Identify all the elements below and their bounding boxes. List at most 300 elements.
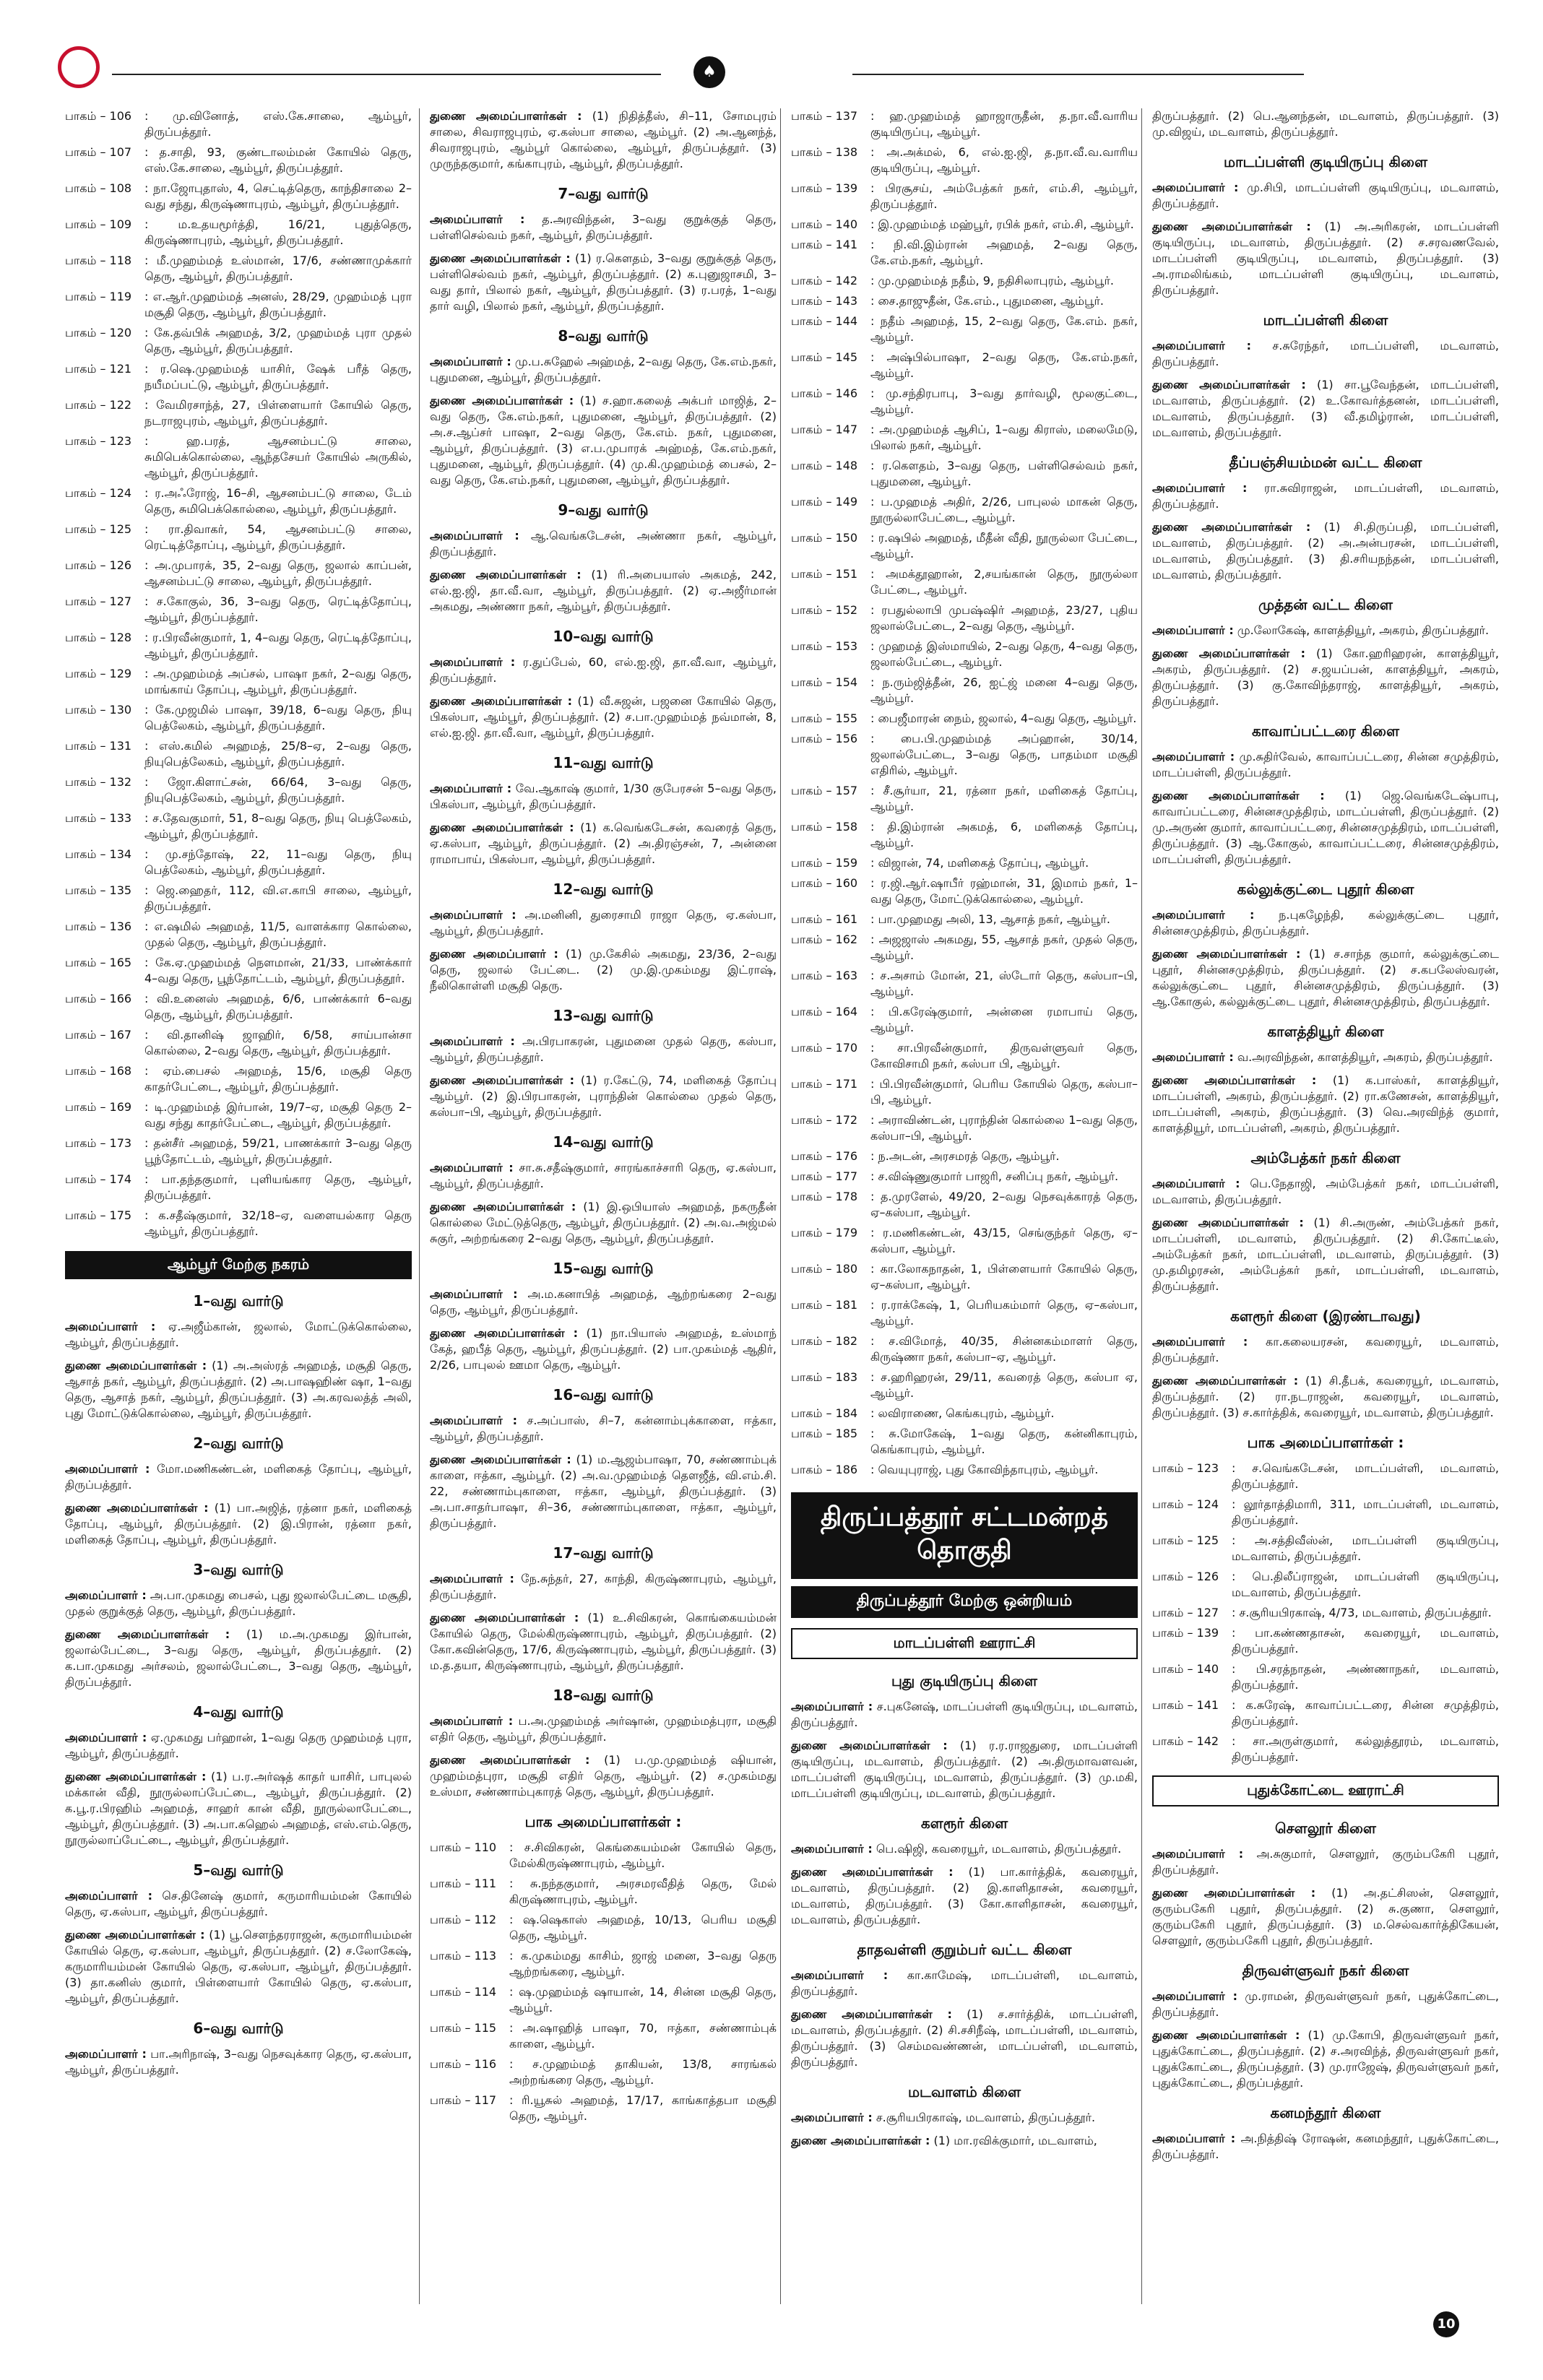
bagam-number: பாகம் – 177 bbox=[791, 1169, 858, 1183]
section-heading: 9–வது வார்டு bbox=[558, 501, 649, 519]
bagam-details: : சு.நந்தகுமார், அரசமரவீதித் தெரு, மேல் கிருஷ்ணாபுரம், ஆம்பூர். bbox=[509, 1877, 777, 1906]
role-label: துணை அமைப்பாளர்கள் : bbox=[791, 1865, 954, 1879]
section-heading: புது குடியிருப்பு கிளை bbox=[891, 1672, 1037, 1689]
bagam-number: பாகம் – 127 bbox=[1152, 1606, 1219, 1619]
bagam-number: பாகம் – 160 bbox=[791, 876, 858, 890]
member-names: த.அரவிந்தன், 3–வது குறுக்குத் தெரு, பள்ளிசெல்வம் நகர், ஆம்பூர், திருப்பத்தூர். bbox=[430, 212, 777, 242]
role-label: அமைப்பாளர் : bbox=[1152, 750, 1235, 763]
member-names: (1) மா.ரவிக்குமார், மடவாளம், bbox=[930, 2134, 1097, 2147]
bagam-details: : அ.அக்மல், 6, எல்.ஐ.ஜி, த.நா.வீ.வ.வாரிய குடியிருப்பு, ஆம்பூர். bbox=[870, 145, 1138, 175]
bagam-number: பாகம் – 115 bbox=[430, 2021, 497, 2035]
bagam-number: பாகம் – 130 bbox=[65, 703, 132, 717]
bagam-entry bbox=[430, 1912, 777, 1944]
section-heading: 17–வது வார்டு bbox=[553, 1544, 654, 1562]
member-names: (1) ர.ர.ராஜதுரை, மாடப்பள்ளி குடியிருப்பு, மடவாளம், திருப்பத்தூர். (2) அ.திருமாவளவன், மாடப்பள்ளி குடியிருப்பு, மடவாளம், திருப்பத்தூர். (3) மு.மகி, மாடப்பள்ளி குடியிருப்பு, மடவாளம், திருப்பத்தூர். bbox=[791, 1739, 1138, 1800]
bagam-entry bbox=[65, 919, 412, 951]
bagam-details: : ர.பிரவீன்குமார், 1, 4–வது தெரு, ரெட்டித்தோப்பு, ஆம்பூர், திருப்பத்தூர். bbox=[144, 631, 412, 660]
member-names: (1) அ.அஸ்ரத் அஹமத், மசூதி தெரு, ஆசாத் நகர், ஆம்பூர், திருப்பத்தூர். (2) அ.பாஷஹிண் ஷா, 1–வது தெரு, ஆசாத் நகர், ஆம்பூர், திருப்பத்தூர். (3) அ.கரவலத்த் அலி, புது மோட்டுக்கொல்லை, ஆம்பூர், திருப்பத்தூர். bbox=[65, 1359, 412, 1420]
bagam-number: பாகம் – 142 bbox=[1152, 1734, 1219, 1748]
role-label: அமைப்பாளர் : bbox=[1152, 2132, 1236, 2145]
bagam-number: பாகம் – 140 bbox=[1152, 1662, 1219, 1676]
bagam-details: : ரி.யூசுல் அஹமத், 17/17, காங்காத்தபா மசூதி தெரு, ஆம்பூர். bbox=[509, 2093, 777, 2123]
bagam-number: பாகம் – 147 bbox=[791, 423, 858, 436]
member-names: (1) பூ.செளந்தரராஜன், கருமாரியம்மன் கோயில் தெரு, ஏ.கஸ்பா, ஆம்பூர், திருப்பத்தூர். (2) ச.லோகேஷ், கருமாரியம்மன் கோயில் தெரு, ஏ.கஸ்பா, ஆம்பூர், திருப்பத்தூர். (3) தா.கனிஸ் குமார், பிள்ளையார் கோயில் தெரு, ஏ.கஸ்பா, ஆம்பூர், திருப்பத்தூர். bbox=[65, 1928, 412, 2005]
member-paragraph bbox=[65, 1461, 412, 1493]
member-paragraph bbox=[1152, 338, 1499, 370]
bagam-number: பாகம் – 123 bbox=[65, 434, 132, 448]
section-heading: காளத்தியூர் கிளை bbox=[1267, 1023, 1384, 1040]
bagam-number: பாகம் – 133 bbox=[65, 811, 132, 825]
member-names: (1) நிதித்தீஸ், சி–11, சோமபுரம் சாலை, சிவராஜபுரம், ஏ.கஸ்பா சாலை, ஆம்பூர். (2) அ.ஆனந்த், சிவராஜபுரம், ஆம்பூர் கொல்லை, ஆம்பூர், திருப்பத்தூர். (3) முருந்தகுமார், கங்காபுரம், ஆம்பூர், திருப்பத்தூர். bbox=[430, 109, 777, 170]
bagam-details: : பிரசூசய், அம்பேத்கர் நகர், எம்.சி, ஆம்பூர், திருப்பத்தூர். bbox=[870, 181, 1138, 211]
member-names: வே.ஆகாஷ் குமார், 1/30 குபேரசன் 5–வது தெரு, பிகஸ்பா, ஆம்பூர், திருப்பத்தூர். bbox=[430, 782, 777, 811]
member-paragraph bbox=[791, 1864, 1138, 1928]
bagam-entry bbox=[65, 810, 412, 842]
bagam-number: பாகம் – 165 bbox=[65, 956, 132, 969]
member-names: (1) ப.ர.அர்ஷத் காதர் யாசிர், பாபுலல் மக்கான் வீதி, நூருல்லாப்பேட்டை, ஆம்பூர், திருப்பத்தூர். (2) க.பூ.ர.பிரஹிம் அஹமத், சாஹர் கான் வீதி, நூருல்லாபேட்டை, ஆம்பூர், திருப்பத்தூர். (3) அ.பா.கஹெல் அஹமத், எஸ்.எம்.தெரு, நூருல்லாப்பேட்டை, ஆம்பூர், திருப்பத்தூர். bbox=[65, 1770, 412, 1847]
bagam-entry bbox=[791, 1148, 1138, 1164]
bagam-number: பாகம் – 106 bbox=[65, 109, 132, 123]
member-paragraph bbox=[1152, 788, 1499, 867]
bagam-number: பாகம் – 153 bbox=[791, 639, 858, 653]
member-names: மு.ராமன், திருவள்ளுவர் நகர், புதுக்கோட்டை, திருப்பத்தூர். bbox=[1152, 1989, 1499, 2019]
member-paragraph bbox=[65, 1627, 412, 1690]
role-label: அமைப்பாளர் : bbox=[430, 1161, 514, 1174]
role-label: துணை அமைப்பாளர்கள் : bbox=[1152, 2028, 1300, 2042]
area-banner: ஆம்பூர் மேற்கு நகரம் bbox=[65, 1251, 412, 1279]
member-paragraph bbox=[791, 1699, 1138, 1731]
bagam-details: : மு.வினோத், எஸ்.கே.சாலை, ஆம்பூர், திருப்பத்தூர். bbox=[144, 109, 412, 139]
bagam-details: : ஏம்.பைசல் அஹமத், 15/6, மசூதி தெரு காதர்பேட்டை, ஆம்பூர், திருப்பத்தூர். bbox=[144, 1064, 412, 1094]
bagam-entry bbox=[65, 181, 412, 212]
member-names: செ.தினேஷ் குமார், கருமாரியம்மன் கோயில் தெரு, ஏ.கஸ்பா, ஆம்பூர், திருப்பத்தூர். bbox=[65, 1889, 412, 1918]
bagam-details: : எஸ்.கமில் அஹமத், 25/8–ஏ, 2–வது தெரு, நியுபெத்லேகம், ஆம்பூர், திருப்பத்தூர். bbox=[144, 739, 412, 769]
bagam-number: பாகம் – 184 bbox=[791, 1406, 858, 1420]
bagam-details: : இ.முஹம்மத் மஹ்பூர், ரபிக் நகர், எம்.சி, ஆம்பூர். bbox=[870, 217, 1134, 231]
bagam-entry bbox=[791, 1369, 1138, 1401]
role-label: துணை அமைப்பாளர்கள் : bbox=[430, 568, 582, 581]
column-divider bbox=[780, 108, 781, 2304]
member-paragraph bbox=[430, 1073, 777, 1120]
bagam-details: : ர.ராக்கேஷ், 1, பெரியகம்மார் தெரு, ஏ–கஸ்பா, ஆம்பூர். bbox=[870, 1298, 1138, 1328]
member-names: ஏ.அஜீம்கான், ஜலால், மோட்டுக்கொல்லை, ஆம்பூர், திருப்பத்தூர். bbox=[65, 1320, 412, 1349]
role-label: துணை அமைப்பாளர்கள் : bbox=[1152, 1886, 1316, 1900]
bagam-entry bbox=[65, 289, 412, 321]
bagam-details: : அ.முஹம்மத் ஆசிப், 1–வது கிராஸ், மலைமேடு, பிலால் நகர், ஆம்பூர். bbox=[870, 423, 1138, 452]
bagam-entry bbox=[791, 1189, 1138, 1221]
bagam-number: பாகம் – 183 bbox=[791, 1370, 858, 1384]
bagam-number: பாகம் – 185 bbox=[791, 1427, 858, 1440]
bagam-details: : ந.ரும்ஜித்தீன், 26, ஐட்ஜ் மனை 4–வது தெரு, ஆம்பூர். bbox=[870, 675, 1138, 705]
section-heading: 8–வது வார்டு bbox=[558, 327, 649, 345]
bagam-entry bbox=[65, 630, 412, 662]
member-paragraph bbox=[430, 1752, 777, 1800]
section-heading: தாதவள்ளி குறும்பர் வட்ட கிளை bbox=[857, 1941, 1072, 1958]
bagam-number: பாகம் – 132 bbox=[65, 775, 132, 789]
bagam-entry bbox=[791, 566, 1138, 598]
section-heading: தீப்பஞ்சியம்மன் வட்ட கிளை bbox=[1229, 454, 1422, 471]
bagam-entry bbox=[791, 494, 1138, 526]
bagam-number: பாகம் – 171 bbox=[791, 1077, 858, 1091]
member-paragraph bbox=[430, 1160, 777, 1192]
bagam-entry bbox=[791, 217, 1138, 233]
bagam-details: : கே.ஏ.முஹம்மத் நௌமான், 21/33, பாண்க்கார் 4–வது தெரு, பூந்தோட்டம், ஆம்பூர், திருப்பத்தூர். bbox=[144, 956, 412, 985]
member-names: வ.அரவிந்தன், காளத்தியூர், அகரம், திருப்பத்தூர். bbox=[1233, 1050, 1493, 1064]
member-paragraph bbox=[430, 1034, 777, 1065]
bagam-number: பாகம் – 127 bbox=[65, 594, 132, 608]
column-3 bbox=[791, 108, 1138, 2304]
member-paragraph bbox=[430, 567, 777, 615]
section-heading: 18–வது வார்டு bbox=[553, 1687, 654, 1704]
member-names: (1) ஜெ.வெங்கடேஷ்பாபு, காவாப்பட்டரை, சின்னசமுத்திரம், மாடப்பள்ளி, திருப்பத்தூர். (2) மு.அருண் குமார், காவாப்பட்டரை, சின்னசமுத்திரம், மாடப்பள்ளி, திருப்பத்தூர். (3) ஆ.கோகுல், காவாப்பட்டரை, சின்னசமுத்திரம், மாடப்பள்ளி, திருப்பத்தூர். bbox=[1152, 789, 1499, 866]
bagam-entry bbox=[791, 1406, 1138, 1421]
member-names: ச.அப்பாஸ், சி–7, கன்னாம்புக்காளை, ஈத்கா, ஆம்பூர், திருப்பத்தூர். bbox=[430, 1414, 777, 1443]
bagam-number: பாகம் – 129 bbox=[65, 667, 132, 680]
role-label: அமைப்பாளர் : bbox=[430, 782, 512, 795]
bagam-details: : பெ.திலீப்ராஜன், மாடப்பள்ளி குடியிருப்பு, மடவாளம், திருப்பத்தூர். bbox=[1232, 1570, 1499, 1599]
bagam-details: : வி.தானிஷ் ஜாஹிர், 6/58, சாய்பான்சா கொல்லை, 2–வது தெரு, ஆம்பூர், திருப்பத்தூர். bbox=[144, 1028, 412, 1057]
bagam-entry bbox=[791, 711, 1138, 727]
role-label: அமைப்பாளர் : bbox=[1152, 339, 1252, 352]
bagam-number: பாகம் – 169 bbox=[65, 1100, 132, 1114]
bagam-entry bbox=[791, 932, 1138, 964]
bagam-number: பாகம் – 152 bbox=[791, 603, 858, 617]
member-names: (1) ர.கேட்டு, 74, மளிகைத் தோப்பு ஆம்பூர். (2) இ.பிரபாகரன், புராந்தின் கொல்லை முதல் தெரு, கஸ்பா–பி, ஆம்பூர், திருப்பத்தூர். bbox=[430, 1073, 777, 1119]
bagam-entry bbox=[430, 1840, 777, 1871]
section-heading: 12–வது வார்டு bbox=[553, 880, 654, 898]
bagam-number: பாகம் – 139 bbox=[791, 181, 858, 195]
bagam-entry bbox=[791, 144, 1138, 176]
bagam-details: : ர.ஜி.ஆர்.ஷாபீர் ரஹ்மான், 31, இமாம் நகர், 1–வது தெரு, மோட்டுக்கொல்லை, ஆம்பூர். bbox=[870, 876, 1138, 906]
section-heading: அம்பேத்கர் நகர் கிளை bbox=[1250, 1149, 1401, 1167]
bagam-entry bbox=[430, 2093, 777, 2124]
bagam-details: : அ.ஷாஹித் பாஷா, 70, ஈத்கா, சண்ணாம்புக் காளை, ஆம்பூர். bbox=[509, 2021, 777, 2051]
bagam-details: : மீ.முஹம்மத் உஸ்மான், 17/6, சண்ணாமுக்கார் தெரு, ஆம்பூர், திருப்பத்தூர். bbox=[144, 254, 412, 283]
bagam-number: பாகம் – 180 bbox=[791, 1262, 858, 1276]
bagam-number: பாகம் – 125 bbox=[1152, 1533, 1219, 1547]
member-names: (1) ச.சாந்த குமார், கல்லுக்குட்டை புதூர், சின்னசமுத்திரம், திருப்பத்தூர். (2) ச.கபலேஸ்வரன், கல்லுக்குட்டை புதூர், சின்னசமுத்திரம், திருப்பத்தூர். (3) ஆ.கோகுல், கல்லுக்குட்டை புதூர், சின்னசமுத்திரம், திருப்பத்தூர். bbox=[1152, 947, 1499, 1008]
role-label: துணை அமைப்பாளர்கள் : bbox=[1152, 220, 1311, 233]
bagam-entry bbox=[430, 2056, 777, 2088]
bagam-details: : பைஜீமாரன் நைம், ஜலால், 4–வது தெரு, ஆம்பூர். bbox=[870, 711, 1137, 725]
section-heading: 11–வது வார்டு bbox=[553, 754, 654, 771]
member-names: ச.சூரியபிரகாஷ், மடவாளம், திருப்பத்தூர். bbox=[872, 2111, 1096, 2124]
bagam-entry bbox=[65, 325, 412, 357]
role-label: துணை அமைப்பாளர்கள் : bbox=[430, 1453, 571, 1466]
bagam-entry bbox=[791, 1261, 1138, 1293]
bagam-entry bbox=[791, 1112, 1138, 1144]
bagam-number: பாகம் – 167 bbox=[65, 1028, 132, 1042]
bagam-details: : விஜான், 74, மளிகைத் தோப்பு, ஆம்பூர். bbox=[870, 856, 1089, 870]
member-names: (1) ச.ஹா.கலைத் அக்பர் மாஜித், 2–வது தெரு, கே.எம்.நகர், புதுமனை, ஆம்பூர், திருப்பத்தூர். (2) அ.ச.ஆப்சர் பாஷா, 2–வது தெரு, கே.எம். நகர், புதுமனை, ஆம்பூர், திருப்பத்தூர். (3) எ.ப.முபாரக் அஹ்மத், கே.எம்.நகர், புதுமனை, ஆம்பூர், திருப்பத்தூர். (4) மு.கி.முஹம்மத் பைசல், 2–வது தெரு, கே.எம்.நகர், புதுமனை, ஆம்பூர், திருப்பத்தூர். bbox=[430, 394, 777, 487]
bagam-number: பாகம் – 124 bbox=[1152, 1497, 1219, 1511]
bagam-details: : க.சதீஷ்குமார், 32/18–ஏ, வளையல்கார தெரு ஆம்பூர், திருப்பத்தூர். bbox=[144, 1208, 412, 1238]
bagam-number: பாகம் – 121 bbox=[65, 362, 132, 376]
member-paragraph bbox=[430, 528, 777, 560]
member-paragraph bbox=[1152, 1215, 1499, 1294]
member-paragraph bbox=[1152, 219, 1499, 298]
bagam-details: : எ.ஷமில் அஹமத், 11/5, வாளக்கார கொல்லை, முதல் தெரு, ஆம்பூர், திருப்பத்தூர். bbox=[144, 919, 412, 949]
column-divider bbox=[1141, 108, 1142, 2304]
bagam-details: : கே.தவ்பிக் அஹமத், 3/2, முஹம்மத் புரா முதல் தெரு, ஆம்பூர், திருப்பத்தூர். bbox=[144, 326, 412, 355]
member-names: (1) பா.கார்த்திக், கவரையூர், மடவாளம், திருப்பத்தூர். (2) இ.காளிதாசன், கவரையூர், மடவாளம், திருப்பத்தூர். (3) கோ.காளிதாசன், கவரையூர், மடவாளம், திருப்பத்தூர். bbox=[791, 1865, 1138, 1926]
header-rule-left bbox=[112, 74, 661, 75]
member-names: ரா.சுவிராஜன், மாடப்பள்ளி, மடவாளம், திருப்பத்தூர். bbox=[1152, 481, 1499, 511]
bagam-entry bbox=[791, 783, 1138, 815]
member-names: ர.துப்பேல், 60, எல்.ஐ.ஜி, தா.வீ.வா, ஆம்பூர், திருப்பத்தூர். bbox=[430, 655, 777, 685]
member-names: சா.சு.சதீஷ்குமார், சாரங்காச்சாரி தெரு, ஏ.கஸ்பா, ஆம்பூர், திருப்பத்தூர். bbox=[430, 1161, 777, 1190]
bagam-details: : மு.முஹம்மத் நதீம், 9, நதிசிலாபுரம், ஆம்பூர். bbox=[870, 274, 1114, 287]
bagam-details: : பி.கரேஷ்குமார், அன்னை ரமாபாய் தெரு, ஆம்பூர். bbox=[870, 1005, 1138, 1034]
bagam-number: பாகம் – 172 bbox=[791, 1113, 858, 1127]
bagam-details: : ச.ஹரிஹரன், 29/11, கவரைத் தெரு, கஸ்பா ஏ, ஆம்பூர். bbox=[870, 1370, 1138, 1400]
member-names: (1) சா.பூவேந்தன், மாடப்பள்ளி, மடவாளம், திருப்பத்தூர். (2) உ.கோவர்த்தனன், மாடப்பள்ளி, மடவாளம், திருப்பத்தூர். (3) வீ.தமிழ்ரான், மாடப்பள்ளி, மடவாளம், திருப்பத்தூர். bbox=[1152, 378, 1499, 439]
member-paragraph bbox=[65, 1319, 412, 1351]
bagam-details: : தி.இம்ரான் அகமத், 6, மளிகைத் தோப்பு, ஆம்பூர். bbox=[870, 820, 1138, 849]
bagam-entry bbox=[65, 1208, 412, 1239]
bagam-number: பாகம் – 120 bbox=[65, 326, 132, 339]
member-names: (1) சி.தீபக், கவரையூர், மடவாளம், திருப்பத்தூர். (2) ரா.நடராஜன், கவரையூர், மடவாளம், திருப்பத்தூர். (3) ச.கார்த்திக், கவரையூர், மடவாளம், திருப்பத்தூர். bbox=[1152, 1374, 1499, 1419]
section-heading: 14–வது வார்டு bbox=[553, 1133, 654, 1151]
member-paragraph bbox=[65, 2046, 412, 2078]
role-label: அமைப்பாளர் : bbox=[430, 355, 511, 368]
bagam-entry bbox=[65, 108, 412, 140]
role-label: அமைப்பாளர் : bbox=[430, 655, 516, 669]
role-label: அமைப்பாளர் : bbox=[1152, 181, 1239, 194]
elephant-emblem-icon: ♠ bbox=[693, 56, 725, 88]
member-names: (1) இ.ஒபியாஸ் அஹமத், நகருதீன் கொல்லை மேட்டுத்தெரு, ஆம்பூர், திருப்பத்தூர். (2) அ.வ.அஜ்மல் சுகுர், அற்றங்கரை 2–வது தெரு, ஆம்பூர், திருப்பத்தூர். bbox=[430, 1200, 777, 1245]
bagam-entry bbox=[791, 602, 1138, 634]
role-label: துணை அமைப்பாளர்கள் : bbox=[430, 1611, 579, 1624]
bagam-entry bbox=[430, 1984, 777, 2016]
bagam-entry bbox=[65, 702, 412, 734]
member-paragraph bbox=[430, 108, 777, 172]
role-label: அமைப்பாளர் : bbox=[1152, 1989, 1238, 2003]
member-paragraph bbox=[65, 1730, 412, 1762]
role-label: அமைப்பாளர் : bbox=[430, 529, 519, 542]
member-names: (1) ம.அ.முகமது இர்பான், ஜலால்பேட்டை, 3–வது தெரு, ஆம்பூர், திருப்பத்தூர். (2) க.பா.முகமது அர்சலம், ஜலால்பேட்டை, 3–வது தெரு, ஆம்பூர், திருப்பத்தூர். bbox=[65, 1627, 412, 1689]
member-names: (1) மு.கேசில் அகமது, 23/36, 2–வது தெரு, ஜலால் பேட்டை. (2) மு.இ.முகம்மது இட்ராஷ், நீலிகொள்ளி மசூதி தெரு. bbox=[430, 947, 777, 992]
member-paragraph bbox=[1152, 519, 1499, 583]
member-names: (1) ச.சார்த்திக், மாடப்பள்ளி, மடவாளம், திருப்பத்தூர். (2) சி.சசிநீஷ், மாடப்பள்ளி, மடவாளம், திருப்பத்தூர். (3) செம்மவண்ணன், மாடப்பள்ளி, மடவாளம், திருப்பத்தூர். bbox=[791, 2007, 1138, 2069]
section-heading: 10–வது வார்டு bbox=[553, 628, 654, 645]
member-paragraph bbox=[1152, 108, 1499, 140]
member-names: அ.சுகுமார், சௌலூர், குரும்பகேரி புதூர், திருப்பத்தூர். bbox=[1152, 1847, 1499, 1877]
member-names: அ.நித்திஷ் ரோஷன், கனமந்தூர், புதுக்கோட்டை, திருப்பத்தூர். bbox=[1152, 2132, 1499, 2161]
bagam-details: : வி.உனைஸ் அஹமத், 6/6, பாண்க்கார் 6–வது தெரு, ஆம்பூர், திருப்பத்தூர். bbox=[144, 992, 412, 1021]
section-heading: 7–வது வார்டு bbox=[558, 185, 649, 202]
bagam-entry bbox=[791, 530, 1138, 562]
member-paragraph bbox=[65, 1888, 412, 1920]
bagam-number: பாகம் – 144 bbox=[791, 314, 858, 328]
bagam-details: : ர.கௌதம், 3–வது தெரு, பள்ளிசெல்வம் நகர், புதுமனை, ஆம்பூர். bbox=[870, 459, 1138, 488]
bagam-number: பாகம் – 125 bbox=[65, 522, 132, 536]
bagam-number: பாகம் – 162 bbox=[791, 932, 858, 946]
bagam-entry bbox=[430, 1948, 777, 1980]
section-heading: களரூர் கிளை (இரண்டாவது) bbox=[1230, 1307, 1421, 1325]
member-names: (1) அ.அரிகரன், மாடப்பள்ளி குடியிருப்பு, மடவாளம், திருப்பத்தூர். (2) ச.சரவணவேல், மாடப்பள்ளி குடியிருப்பு, மடவாளம், திருப்பத்தூர். (3) அ.ராமலிங்கம், மாடப்பள்ளி குடியிருப்பு, மடவாளம், திருப்பத்தூர். bbox=[1152, 220, 1499, 297]
bagam-number: பாகம் – 154 bbox=[791, 675, 858, 689]
role-label: அமைப்பாளர் : bbox=[1152, 908, 1255, 922]
bagam-details: : நா.ஜோபுதாஸ், 4, செட்டித்தெரு, காந்திசாலை 2–வது சந்து, கிருஷ்ணாபுரம், ஆம்பூர், திருப்பத்தூர். bbox=[144, 181, 412, 211]
member-names: அ.பிரபாகரன், புதுமனை முதல் தெரு, கஸ்பா, ஆம்பூர், திருப்பத்தூர். bbox=[430, 1034, 777, 1064]
bagam-details: : ச.தேவகுமார், 51, 8–வது தெரு, நியு பெத்லேகம், ஆம்பூர், திருப்பத்தூர். bbox=[144, 811, 412, 841]
bagam-details: : கே.முஜமில் பாஷா, 39/18, 6–வது தெரு, நியு பெத்லேகம், ஆம்பூர், திருப்பத்தூர். bbox=[144, 703, 412, 732]
bagam-details: : பா.முஹமது அலி, 13, ஆசாத் நகர், ஆம்பூர். bbox=[870, 912, 1110, 926]
bagam-entry bbox=[1152, 1625, 1499, 1657]
member-names: பெ.நேதாஜி, அம்பேத்கர் நகர், மாடப்பள்ளி, மடவாளம், திருப்பத்தூர். bbox=[1152, 1177, 1499, 1206]
bagam-entry bbox=[65, 594, 412, 626]
member-names: (1) ரி.அபையாஸ் அகமத், 242, எல்.ஐ.ஜி, தா.வீ.வா, ஆம்பூர், திருப்பத்தூர். (2) ஏ.அஜீர்மான் அகமது, அண்ணா நகர், ஆம்பூர், திருப்பத்தூர். bbox=[430, 568, 777, 613]
bagam-number: பாகம் – 174 bbox=[65, 1172, 132, 1186]
bagam-details: : க.சுரேஷ், காவாப்பட்டரை, சின்ன சமுத்திரம், திருப்பத்தூர். bbox=[1232, 1698, 1499, 1728]
member-names: மு.சிபி, மாடப்பள்ளி குடியிருப்பு, மடவாளம், திருப்பத்தூர். bbox=[1152, 181, 1499, 210]
column-divider bbox=[419, 108, 420, 2304]
bagam-details: : ச.சிவிகரன், கெங்கையம்மன் கோயில் தெரு, மேல்கிருஷ்ணாபுரம், ஆம்பூர். bbox=[509, 1840, 777, 1870]
member-names: (1) சி.அருண், அம்பேத்கர் நகர், மாடப்பள்ளி, மடவாளம், திருப்பத்தூர். (2) சி.கோட்டீஸ், அம்பேத்கர் நகர், மாடப்பள்ளி, மடவாளம், திருப்பத்தூர். (3) மு.தமிழரசன், அம்பேத்கர் நகர், மாடப்பள்ளி, மடவாளம், திருப்பத்தூர். bbox=[1152, 1216, 1499, 1293]
member-names: (1) ர.கௌதம், 3–வது குறுக்குத் தெரு, பள்ளிசெல்வம் நகர், ஆம்பூர், திருப்பத்தூர். (2) க.புனுஜாசமி, 3–வது தார், பிலால் நகர், ஆம்பூர், திருப்பத்தூர். (3) ர.பரத், 1–வது தார் வழி, பிலால் நகர், ஆம்பூர், திருப்பத்தூர். bbox=[430, 251, 777, 313]
role-label: துணை அமைப்பாளர்கள் : bbox=[791, 1739, 948, 1752]
bagam-entry bbox=[1152, 1697, 1499, 1729]
member-paragraph bbox=[430, 1571, 777, 1603]
role-label: அமைப்பாளர் : bbox=[430, 1034, 515, 1048]
bagam-number: பாகம் – 114 bbox=[430, 1985, 497, 1999]
bagam-number: பாகம் – 135 bbox=[65, 883, 132, 897]
role-label: துணை அமைப்பாளர்கள் : bbox=[1152, 947, 1301, 961]
bagam-details: : ஹ.பரத், ஆசனம்பட்டு சாலை, சுமிபெக்கொல்லை, ஆந்தசேயர் கோயில் அருகில், ஆம்பூர், திருப்பத்தூர். bbox=[144, 434, 412, 480]
section-heading: 16–வது வார்டு bbox=[553, 1386, 654, 1403]
bagam-number: பாகம் – 113 bbox=[430, 1949, 497, 1963]
bagam-entry bbox=[430, 2020, 777, 2052]
bagam-details: : நதீம் அஹமத், 15, 2–வது தெரு, கே.எம். நகர், ஆம்பூர். bbox=[870, 314, 1138, 344]
panchayat-banner: புதுக்கோட்டை ஊராட்சி bbox=[1152, 1775, 1499, 1806]
bagam-details: : ஷ.முஹம்மத் ஷாயான், 14, சின்ன மசூதி தெரு, ஆம்பூர். bbox=[509, 1985, 777, 2015]
bagam-details: : அமக்தூஹான், 2,சயங்கான் தெரு, நூருல்லா பேட்டை, ஆம்பூர். bbox=[870, 567, 1138, 597]
member-paragraph bbox=[430, 393, 777, 488]
bagam-entry bbox=[791, 819, 1138, 851]
member-names: (1) சி.திருப்பதி, மாடப்பள்ளி, மடவாளம், திருப்பத்தூர். (2) அ.அன்பரசன், மாடப்பள்ளி, மடவாளம், திருப்பத்தூர். (3) தி.சரியநந்தன், மாடப்பள்ளி, மடவாளம், திருப்பத்தூர். bbox=[1152, 520, 1499, 581]
union-banner: திருப்பத்தூர் மேற்கு ஒன்றியம் bbox=[791, 1586, 1138, 1618]
bagam-number: பாகம் – 150 bbox=[791, 531, 858, 545]
member-paragraph bbox=[430, 946, 777, 994]
bagam-number: பாகம் – 155 bbox=[791, 711, 858, 725]
bagam-entry bbox=[65, 1063, 412, 1095]
member-names: (1) அ.தட்சிஸன், சௌலூர், குரும்பகேரி புதூர், திருப்பத்தூர். (2) சு.குணா, சௌலூர், குரும்பகேரி புதூர், திருப்பத்தூர். (3) ம.செல்வகார்த்திகேயன், சௌலூர், குரும்பகேரி புதூர், திருப்பத்தூர். bbox=[1152, 1886, 1499, 1947]
bagam-entry bbox=[1152, 1533, 1499, 1565]
section-heading: 15–வது வார்டு bbox=[553, 1260, 654, 1277]
bagam-number: பாகம் – 173 bbox=[65, 1136, 132, 1150]
bagam-details: : ச.சூரியபிரகாஷ், 4/73, மடவாளம், திருப்பத்தூர். bbox=[1232, 1606, 1492, 1619]
bagam-entry bbox=[65, 883, 412, 914]
bagam-number: பாகம் – 139 bbox=[1152, 1626, 1219, 1640]
bagam-details: : சு.மோகேஷ், 1–வது தெரு, கன்னிகாபுரம், கெங்காபுரம், ஆம்பூர். bbox=[870, 1427, 1138, 1456]
role-label: அமைப்பாளர் : bbox=[791, 2111, 873, 2124]
member-paragraph bbox=[430, 212, 777, 243]
bagam-details: : வேமிரசாந்த், 27, பிள்ளையார் கோயில் தெரு, நடராஜபுரம், ஆம்பூர், திருப்பத்தூர். bbox=[144, 398, 412, 428]
member-paragraph bbox=[791, 1968, 1138, 1999]
role-label: அமைப்பாளர் : bbox=[1152, 1335, 1248, 1349]
member-names: கா.காமேஷ், மாடப்பள்ளி, மடவாளம், திருப்பத்தூர். bbox=[791, 1968, 1138, 1998]
bagam-details: : லூர்தாத்திமாரி, 311, மாடப்பள்ளி, மடவாளம், திருப்பத்தூர். bbox=[1232, 1497, 1499, 1527]
role-label: துணை அமைப்பாளர் : bbox=[430, 947, 558, 961]
bagam-number: பாகம் – 151 bbox=[791, 567, 858, 581]
bagam-entry bbox=[791, 675, 1138, 706]
bagam-number: பாகம் – 156 bbox=[791, 732, 858, 745]
bagam-details: : சீ.சூர்யா, 21, ரத்னா நகர், மளிகைத் தோப்பு, ஆம்பூர். bbox=[870, 784, 1138, 813]
member-paragraph bbox=[430, 654, 777, 686]
bagam-details: : சா.அருள்குமார், கல்லுத்தூரம், மடவாளம், திருப்பத்தூர். bbox=[1232, 1734, 1499, 1764]
bagam-entry bbox=[65, 666, 412, 698]
member-names: ஆ.வெங்கடேசன், அண்ணா நகர், ஆம்பூர், திருப்பத்தூர். bbox=[430, 529, 777, 558]
member-paragraph bbox=[1152, 1176, 1499, 1208]
role-label: அமைப்பாளர் : bbox=[1152, 1050, 1234, 1064]
role-label: அமைப்பாளர் : bbox=[430, 1714, 514, 1728]
member-paragraph bbox=[430, 1610, 777, 1674]
member-names: கா.கலையரசன், கவரையூர், மடவாளம், திருப்பத்தூர். bbox=[1152, 1335, 1499, 1364]
bagam-details: : ஷ.ஷெகாஸ் அஹமத், 10/13, பெரிய மசூதி தெரு, ஆம்பூர். bbox=[509, 1913, 777, 1942]
role-label: அமைப்பாளர் : bbox=[65, 1889, 153, 1903]
member-names: பா.அரிநாஷ், 3–வது நெசவுக்கார தெரு, ஏ.கஸ்பா, ஆம்பூர், திருப்பத்தூர். bbox=[65, 2047, 412, 2077]
bagam-entry bbox=[65, 397, 412, 429]
bagam-details: : எ.ஆர்.முஹம்மத் அனஸ், 28/29, முஹம்மத் புரா மசூதி தெரு, ஆம்பூர், திருப்பத்தூர். bbox=[144, 290, 412, 319]
panchayat-banner: மாடப்பள்ளி ஊராட்சி bbox=[791, 1628, 1138, 1659]
bagam-entry bbox=[65, 1172, 412, 1203]
bagam-entry bbox=[65, 144, 412, 176]
bagam-entry bbox=[791, 875, 1138, 907]
role-label: துணை அமைப்பாளர்கள் : bbox=[65, 1501, 209, 1515]
role-label: துணை அமைப்பாளர்கள் : bbox=[430, 1326, 579, 1340]
role-label: அமைப்பாளர் : bbox=[430, 908, 517, 922]
bagam-entry bbox=[791, 968, 1138, 1000]
bagam-details: : க.முகம்மது காசிம், ஜாஜ் மனை, 3–வது தெரு ஆற்றங்கரை, ஆம்பூர். bbox=[509, 1949, 777, 1978]
member-paragraph bbox=[430, 1452, 777, 1531]
role-label: அமைப்பாளர் : bbox=[65, 1320, 156, 1333]
bagam-number: பாகம் – 148 bbox=[791, 459, 858, 472]
bagam-entry bbox=[65, 955, 412, 987]
bagam-number: பாகம் – 126 bbox=[65, 558, 132, 572]
bagam-entry bbox=[791, 731, 1138, 779]
bagam-number: பாகம் – 138 bbox=[791, 145, 858, 159]
bagam-entry bbox=[65, 991, 412, 1023]
bagam-entry bbox=[791, 1462, 1138, 1478]
bagam-details: : ஜெ.ஹைதர், 112, வி.எ.காபி சாலை, ஆம்பூர், திருப்பத்தூர். bbox=[144, 883, 412, 913]
member-names: மு.ப.சுஹேல் அஹ்மத், 2–வது தெரு, கே.எம்.நகர், புதுமனை, ஆம்பூர், திருப்பத்தூர். bbox=[430, 355, 777, 384]
bagam-details: : ஹ.முஹம்மத் ஹாஜாருதீன், த.நா.வீ.வாரிய குடியிருப்பு, ஆம்பூர். bbox=[870, 109, 1138, 139]
bagam-entry bbox=[791, 1004, 1138, 1036]
member-paragraph bbox=[1152, 646, 1499, 709]
bagam-entry bbox=[791, 1333, 1138, 1365]
role-label: துணை அமைப்பாளர்கள் : bbox=[791, 2007, 952, 2021]
role-label: துணை அமைப்பாளர்கள் : bbox=[65, 1770, 207, 1783]
bagam-heading: பாக அமைப்பாளர்கள் : bbox=[1247, 1434, 1404, 1451]
bagam-entry bbox=[65, 738, 412, 770]
bagam-number: பாகம் – 111 bbox=[430, 1877, 497, 1890]
page-number: 10 bbox=[1433, 2311, 1459, 2337]
bagam-number: பாகம் – 181 bbox=[791, 1298, 858, 1312]
member-paragraph bbox=[1152, 480, 1499, 512]
bagam-number: பாகம் – 159 bbox=[791, 856, 858, 870]
bagam-number: பாகம் – 146 bbox=[791, 386, 858, 400]
bagam-number: பாகம் – 143 bbox=[791, 294, 858, 308]
bagam-details: : பி.சரத்நாதன், அண்ணாநகர், மடவாளம், திருப்பத்தூர். bbox=[1232, 1662, 1499, 1692]
bagam-entry bbox=[65, 433, 412, 481]
member-paragraph bbox=[1152, 1846, 1499, 1878]
bagam-entry bbox=[791, 1169, 1138, 1185]
bagam-entry bbox=[1152, 1605, 1499, 1621]
member-names: ச.புகனேஷ், மாடப்பள்ளி குடியிருப்பு, மடவாளம், திருப்பத்தூர். bbox=[791, 1700, 1138, 1729]
bagam-entry bbox=[791, 1040, 1138, 1072]
bagam-details: : ச.விமோத், 40/35, சின்னகம்மாளர் தெரு, கிருஷ்ணா நகர், கஸ்பா–ஏ, ஆம்பூர். bbox=[870, 1334, 1138, 1364]
